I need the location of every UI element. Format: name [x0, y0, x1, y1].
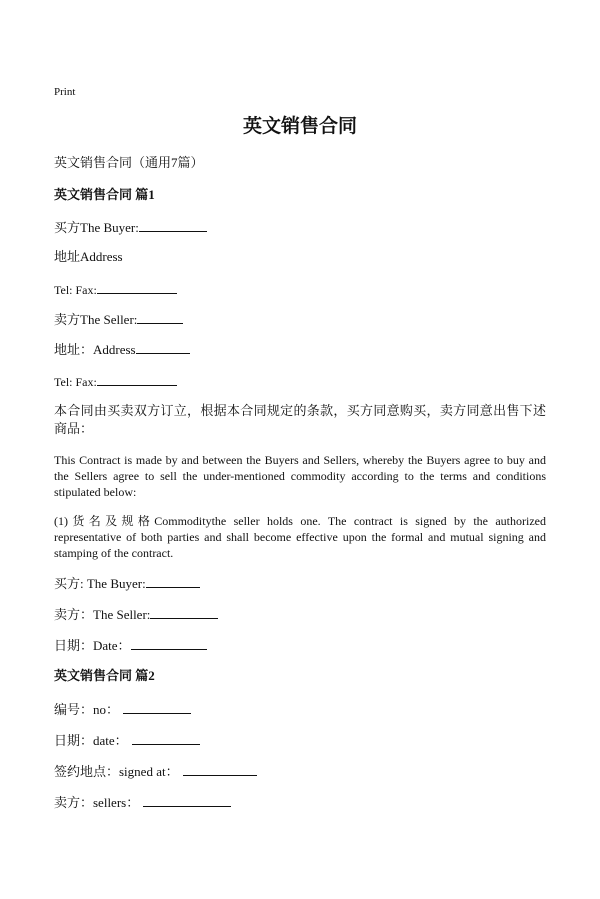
address-label-1: 地址Address — [54, 249, 123, 264]
buyer-sign-blank — [146, 575, 200, 588]
date-blank-1 — [131, 637, 207, 650]
document-subtitle: 英文销售合同（通用7篇） — [54, 155, 204, 170]
address-blank-2 — [136, 341, 190, 354]
seller-sign-label: 卖方：The Seller: — [54, 607, 151, 622]
sellers-line — [54, 794, 231, 811]
buyer-label: 买方The Buyer: — [54, 220, 139, 235]
seller-sign-blank — [150, 606, 218, 619]
intro-english: This Contract is made by and between the Buyers and Sellers, whereby the Buyers agree to buy and the Sellers agree to sell the under-mentioned commodity according to the terms and conditions stipulated below: — [54, 453, 546, 499]
address-line-1 — [54, 249, 123, 265]
place-blank — [183, 763, 257, 776]
seller-label: 卖方The Seller: — [54, 312, 138, 327]
date-line-1 — [54, 637, 207, 654]
date-label-2: 日期：date： — [54, 733, 128, 748]
seller-line — [54, 311, 183, 328]
date-blank-2 — [132, 732, 200, 745]
date-label-1: 日期：Date： — [54, 638, 131, 653]
seller-sign-line — [54, 606, 218, 623]
sellers-label: 卖方：sellers： — [54, 795, 140, 810]
tel-fax-blank-1 — [97, 281, 177, 294]
tel-fax-blank-2 — [97, 373, 177, 386]
tel-fax-label-1: Tel: Fax: — [54, 283, 97, 297]
seller-blank — [137, 311, 183, 324]
buyer-line — [54, 219, 207, 236]
commodity-clause: (1)货名及规格Commoditythe seller holds one. The contract is signed by the authorized representative of both parties and shall become effective upon the formal and mutual signing and stamping of the contract. — [54, 514, 546, 560]
tel-fax-line-2 — [54, 373, 177, 390]
buyer-sign-line — [54, 575, 200, 592]
place-label: 签约地点：signed at： — [54, 764, 179, 779]
sellers-blank — [143, 794, 231, 807]
buyer-sign-label: 买方: The Buyer: — [54, 576, 146, 591]
section2-heading: 英文销售合同 篇2 — [54, 668, 155, 683]
place-line — [54, 763, 257, 780]
print-link[interactable]: Print — [54, 86, 76, 98]
number-line — [54, 701, 191, 718]
intro-chinese: 本合同由买卖双方订立，根据本合同规定的条款，买方同意购买，卖方同意出售下述商品： — [54, 403, 546, 436]
date-line-2 — [54, 732, 200, 749]
number-blank — [123, 701, 191, 714]
tel-fax-line-1 — [54, 281, 177, 298]
section1-heading: 英文销售合同 篇1 — [54, 187, 155, 202]
buyer-blank — [139, 219, 207, 232]
tel-fax-label-2: Tel: Fax: — [54, 375, 97, 389]
address-label-2: 地址：Address — [54, 342, 136, 357]
address-line-2 — [54, 341, 190, 358]
document-title: 英文销售合同 — [242, 116, 357, 137]
number-label: 编号：no： — [54, 702, 120, 717]
